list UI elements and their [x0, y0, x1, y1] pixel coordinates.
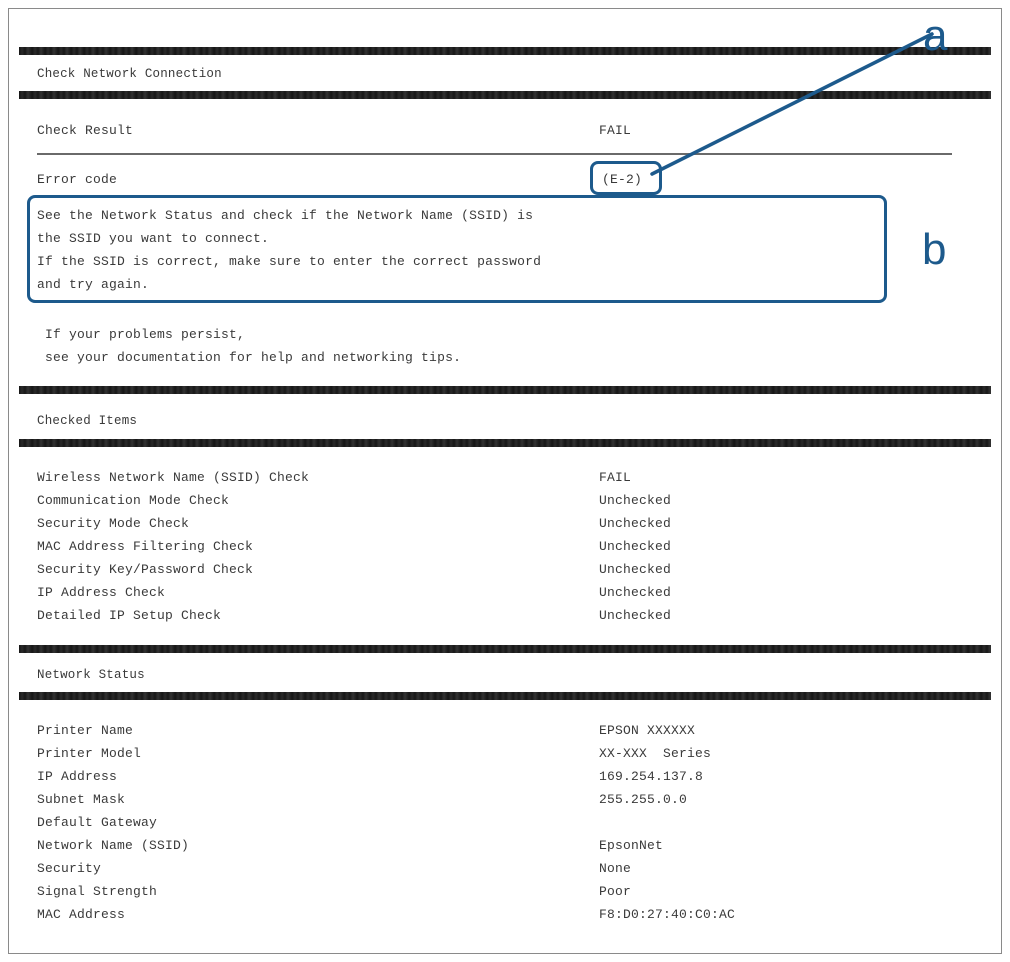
status-label: Subnet Mask — [37, 792, 126, 807]
status-label: Signal Strength — [37, 884, 158, 899]
checked-item-label: Security Key/Password Check — [37, 562, 254, 577]
checked-item-label: MAC Address Filtering Check — [37, 539, 254, 554]
status-value: F8:D0:27:40:C0:AC — [599, 907, 736, 922]
status-label: Default Gateway — [37, 815, 158, 830]
status-value: Poor — [599, 884, 632, 899]
status-value: EpsonNet — [599, 838, 664, 853]
callout-a-label: a — [923, 11, 948, 60]
checked-item-value: Unchecked — [599, 516, 672, 531]
status-label: Security — [37, 861, 102, 876]
status-label: IP Address — [37, 769, 118, 784]
checked-item-label: IP Address Check — [37, 585, 166, 600]
checked-item-value: Unchecked — [599, 493, 672, 508]
checked-item-value: Unchecked — [599, 585, 672, 600]
error-message-line: the SSID you want to connect. — [37, 231, 270, 246]
status-value: None — [599, 861, 632, 876]
checked-item-label: Security Mode Check — [37, 516, 190, 531]
checked-item-value: Unchecked — [599, 539, 672, 554]
status-value: XX-XXX Series — [599, 746, 712, 761]
error-message-line: and try again. — [37, 277, 150, 292]
checked-item-value: Unchecked — [599, 562, 672, 577]
error-message-line: If the SSID is correct, make sure to enter the correct password — [37, 254, 542, 269]
checked-item-label: Detailed IP Setup Check — [37, 608, 222, 623]
status-value: 255.255.0.0 — [599, 792, 688, 807]
help-line: see your documentation for help and networking tips. — [37, 350, 462, 365]
status-label: MAC Address — [37, 907, 126, 922]
help-line: If your problems persist, — [37, 327, 246, 342]
callout-b-label: b — [922, 225, 947, 274]
checked-item-label: Communication Mode Check — [37, 493, 230, 508]
status-value: EPSON XXXXXX — [599, 723, 696, 738]
network-status-title: Network Status — [37, 668, 145, 682]
checked-items-title: Checked Items — [37, 414, 138, 428]
status-label: Network Name (SSID) — [37, 838, 190, 853]
error-code-label: Error code — [37, 172, 118, 187]
status-label: Printer Name — [37, 723, 134, 738]
checked-item-label: Wireless Network Name (SSID) Check — [37, 470, 310, 485]
error-code-value: (E-2) — [602, 172, 643, 187]
check-result-label: Check Result — [37, 123, 134, 138]
checked-item-value: FAIL — [599, 470, 632, 485]
error-message-line: See the Network Status and check if the Network Name (SSID) is — [37, 208, 534, 223]
check-result-value: FAIL — [599, 123, 632, 138]
checked-item-value: Unchecked — [599, 608, 672, 623]
status-label: Printer Model — [37, 746, 142, 761]
report-title: Check Network Connection — [37, 67, 222, 81]
status-value: 169.254.137.8 — [599, 769, 704, 784]
